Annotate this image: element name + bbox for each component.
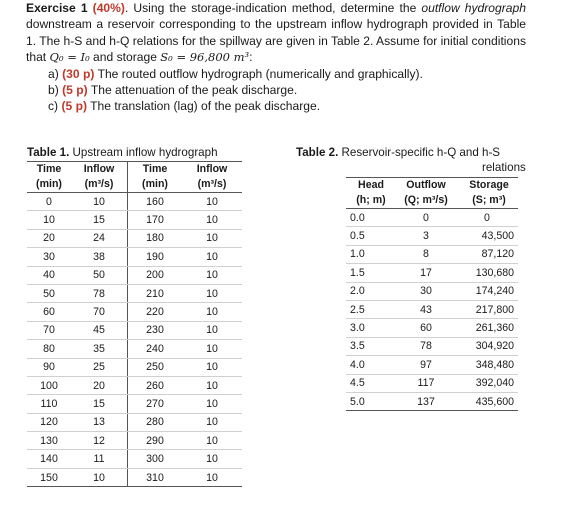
table2-unit: (S; m³) bbox=[460, 193, 518, 209]
table2-cell: 1.5 bbox=[346, 264, 392, 282]
table1-cell: 10 bbox=[182, 468, 242, 486]
table1-cell: 40 bbox=[27, 266, 71, 284]
table1-row bbox=[27, 229, 242, 247]
problem-outflow-term: outflow hydrograph bbox=[421, 1, 526, 15]
table2-header: Head bbox=[346, 178, 392, 194]
table1-cell: 10 bbox=[182, 229, 242, 247]
exercise-weight: (40%) bbox=[92, 1, 125, 15]
table1-cell: 120 bbox=[27, 413, 71, 431]
table2-cell: 17 bbox=[392, 264, 460, 282]
table2-cell: 30 bbox=[392, 282, 460, 300]
table1-cell: 50 bbox=[27, 284, 71, 302]
table1-cell: 24 bbox=[71, 229, 128, 247]
table1-cell: 190 bbox=[128, 248, 183, 266]
table1-row bbox=[27, 432, 242, 450]
table1-cell: 100 bbox=[27, 376, 71, 394]
task-points: (30 p) bbox=[62, 66, 95, 81]
table1-cell: 210 bbox=[128, 284, 183, 302]
table1-cell: 15 bbox=[71, 395, 128, 413]
table1-cell: 13 bbox=[71, 413, 128, 431]
table2-cell: 217,800 bbox=[460, 300, 518, 318]
task-letter: b) bbox=[48, 83, 59, 98]
table2-cell: 348,480 bbox=[460, 356, 518, 374]
table1-cell: 10 bbox=[182, 303, 242, 321]
table1-cell: 20 bbox=[71, 376, 128, 394]
table2-caption-cont: relations bbox=[482, 161, 526, 174]
table2-cell: 43,500 bbox=[460, 227, 518, 245]
problem-text-4: : bbox=[249, 50, 253, 65]
table2-cell: 60 bbox=[392, 319, 460, 337]
table1-cell: 90 bbox=[27, 358, 71, 376]
table2-header: Outflow bbox=[392, 178, 460, 194]
table2-cell: 3 bbox=[392, 227, 460, 245]
table1-row bbox=[27, 413, 242, 431]
problem-statement bbox=[26, 0, 526, 115]
table1-row bbox=[27, 358, 242, 376]
table1-cell: 220 bbox=[128, 303, 183, 321]
table2-row bbox=[346, 227, 518, 245]
table1-cell: 10 bbox=[182, 395, 242, 413]
table1-cell: 10 bbox=[182, 432, 242, 450]
table2-unit: (h; m) bbox=[346, 193, 392, 209]
table1-cell: 140 bbox=[27, 450, 71, 468]
table1-row bbox=[27, 376, 242, 394]
table2-unit-row bbox=[346, 193, 518, 209]
table1-cell: 10 bbox=[182, 321, 242, 339]
inflow-hydrograph-table bbox=[27, 161, 242, 487]
initial-condition-s: S₀ = 96,800 m³ bbox=[160, 50, 250, 65]
table1-cell: 10 bbox=[182, 266, 242, 284]
table2-row bbox=[346, 319, 518, 337]
table1-cell: 78 bbox=[71, 284, 128, 302]
table1-cell: 11 bbox=[71, 450, 128, 468]
table1-cell: 130 bbox=[27, 432, 71, 450]
table1-cell: 10 bbox=[182, 193, 242, 211]
table2-cell: 304,920 bbox=[460, 337, 518, 355]
table1-cell: 10 bbox=[71, 468, 128, 486]
table2-cell: 174,240 bbox=[460, 282, 518, 300]
table2-row bbox=[346, 282, 518, 300]
table2-unit: (Q; m³/s) bbox=[392, 193, 460, 209]
task-letter: a) bbox=[48, 66, 59, 81]
table2-cell: 8 bbox=[392, 245, 460, 263]
task-letter: c) bbox=[48, 99, 59, 114]
table1-unit: (m³/s) bbox=[71, 177, 128, 193]
table1-cell: 260 bbox=[128, 376, 183, 394]
table2-row bbox=[346, 209, 518, 227]
task-text: The translation (lag) of the peak discharge. bbox=[90, 99, 321, 114]
table1-cell: 38 bbox=[71, 248, 128, 266]
initial-condition-q: Q₀ = I₀ bbox=[49, 50, 90, 65]
table1-cell: 10 bbox=[71, 193, 128, 211]
table1-cell: 50 bbox=[71, 266, 128, 284]
task-item bbox=[26, 82, 526, 98]
table2-caption-text: Reservoir-specific h-Q and h-S bbox=[338, 146, 501, 159]
table2-row bbox=[346, 300, 518, 318]
table1-header: Inflow bbox=[182, 162, 242, 178]
table1-caption bbox=[27, 146, 218, 159]
table1-cell: 110 bbox=[27, 395, 71, 413]
table2-cell: 97 bbox=[392, 356, 460, 374]
table1-row bbox=[27, 193, 242, 211]
table2-cell: 130,680 bbox=[460, 264, 518, 282]
table1-caption-label: Table 1. bbox=[27, 146, 70, 159]
table2-cell: 87,120 bbox=[460, 245, 518, 263]
task-text: The routed outflow hydrograph (numerically and graphically). bbox=[97, 66, 423, 81]
table1-row bbox=[27, 450, 242, 468]
table1-cell: 10 bbox=[182, 340, 242, 358]
table1-cell: 80 bbox=[27, 340, 71, 358]
table1-row bbox=[27, 468, 242, 486]
exercise-title: Exercise 1 bbox=[26, 1, 88, 15]
table1-cell: 10 bbox=[182, 248, 242, 266]
table2-cell: 0 bbox=[460, 209, 518, 227]
table1-cell: 20 bbox=[27, 229, 71, 247]
table1-cell: 290 bbox=[128, 432, 183, 450]
table1-caption-text: Upstream inflow hydrograph bbox=[69, 146, 218, 159]
table2-cell: 43 bbox=[392, 300, 460, 318]
table1-cell: 300 bbox=[128, 450, 183, 468]
problem-text-2: downstream a reservoir corresponding to the upstream inflow hydrograph provided in Table 1. The h-S and h-Q relations for the spillway are given in Table 2. Assume for initial conditions that bbox=[26, 17, 526, 65]
table2-cell: 0.0 bbox=[346, 209, 392, 227]
table1-cell: 30 bbox=[27, 248, 71, 266]
table1-cell: 10 bbox=[182, 413, 242, 431]
table2-row bbox=[346, 337, 518, 355]
table1-cell: 70 bbox=[71, 303, 128, 321]
task-item bbox=[26, 98, 526, 114]
table1-cell: 150 bbox=[27, 468, 71, 486]
task-item bbox=[26, 66, 526, 82]
problem-text-1: . Using the storage-indication method, determine the bbox=[124, 1, 422, 15]
table2-caption-label: Table 2. bbox=[296, 146, 339, 159]
table2-cell: 0 bbox=[392, 209, 460, 227]
table1-header: Inflow bbox=[71, 162, 128, 178]
table1-cell: 12 bbox=[71, 432, 128, 450]
table1-cell: 0 bbox=[27, 193, 71, 211]
table2-cell: 4.5 bbox=[346, 374, 392, 392]
table1-cell: 270 bbox=[128, 395, 183, 413]
table1-row bbox=[27, 266, 242, 284]
table1-cell: 240 bbox=[128, 340, 183, 358]
table1-cell: 180 bbox=[128, 229, 183, 247]
table1-header-row bbox=[27, 162, 242, 178]
task-points: (5 p) bbox=[61, 99, 87, 114]
table1-cell: 15 bbox=[71, 211, 128, 229]
table1-cell: 310 bbox=[128, 468, 183, 486]
table1-unit: (m³/s) bbox=[182, 177, 242, 193]
task-list bbox=[26, 66, 526, 115]
table2-cell: 1.0 bbox=[346, 245, 392, 263]
table1-cell: 280 bbox=[128, 413, 183, 431]
table2-cell: 392,040 bbox=[460, 374, 518, 392]
table2-header: Storage bbox=[460, 178, 518, 194]
table2-cell: 0.5 bbox=[346, 227, 392, 245]
head-outflow-storage-table bbox=[346, 177, 518, 411]
table2-row bbox=[346, 264, 518, 282]
table2-cell: 4.0 bbox=[346, 356, 392, 374]
table1-cell: 10 bbox=[182, 376, 242, 394]
table2-cell: 3.0 bbox=[346, 319, 392, 337]
task-points: (5 p) bbox=[62, 83, 88, 98]
table2-cell: 261,360 bbox=[460, 319, 518, 337]
table1-cell: 170 bbox=[128, 211, 183, 229]
table2-header-row bbox=[346, 178, 518, 194]
table1-unit: (min) bbox=[128, 177, 183, 193]
table1-cell: 10 bbox=[182, 358, 242, 376]
table1-cell: 200 bbox=[128, 266, 183, 284]
table2-row bbox=[346, 245, 518, 263]
table2-cell: 117 bbox=[392, 374, 460, 392]
table1-cell: 35 bbox=[71, 340, 128, 358]
table1-cell: 10 bbox=[182, 450, 242, 468]
table1-cell: 10 bbox=[182, 211, 242, 229]
table1-cell: 250 bbox=[128, 358, 183, 376]
table1-row bbox=[27, 303, 242, 321]
problem-text-3: and storage bbox=[89, 50, 161, 65]
table1-row bbox=[27, 248, 242, 266]
table1-cell: 230 bbox=[128, 321, 183, 339]
table1-unit: (min) bbox=[27, 177, 71, 193]
table1-cell: 45 bbox=[71, 321, 128, 339]
table1-row bbox=[27, 284, 242, 302]
table2-row bbox=[346, 356, 518, 374]
table1-row bbox=[27, 211, 242, 229]
table1-row bbox=[27, 340, 242, 358]
table2-cell: 2.5 bbox=[346, 300, 392, 318]
table2-cell: 5.0 bbox=[346, 392, 392, 410]
table2-cell: 78 bbox=[392, 337, 460, 355]
table1-header: Time bbox=[128, 162, 183, 178]
table2-row bbox=[346, 374, 518, 392]
table2-row bbox=[346, 392, 518, 410]
problem-paragraph bbox=[26, 0, 526, 66]
table1-cell: 70 bbox=[27, 321, 71, 339]
table1-cell: 25 bbox=[71, 358, 128, 376]
table1-unit-row bbox=[27, 177, 242, 193]
task-text: The attenuation of the peak discharge. bbox=[90, 83, 298, 98]
table1-header: Time bbox=[27, 162, 71, 178]
table1-cell: 60 bbox=[27, 303, 71, 321]
table2-cell: 137 bbox=[392, 392, 460, 410]
table2-caption bbox=[296, 146, 500, 159]
table2-cell: 435,600 bbox=[460, 392, 518, 410]
table2-cell: 3.5 bbox=[346, 337, 392, 355]
table1-row bbox=[27, 321, 242, 339]
table1-cell: 10 bbox=[27, 211, 71, 229]
table1-row bbox=[27, 395, 242, 413]
table2-cell: 2.0 bbox=[346, 282, 392, 300]
table1-cell: 160 bbox=[128, 193, 183, 211]
table1-cell: 10 bbox=[182, 284, 242, 302]
